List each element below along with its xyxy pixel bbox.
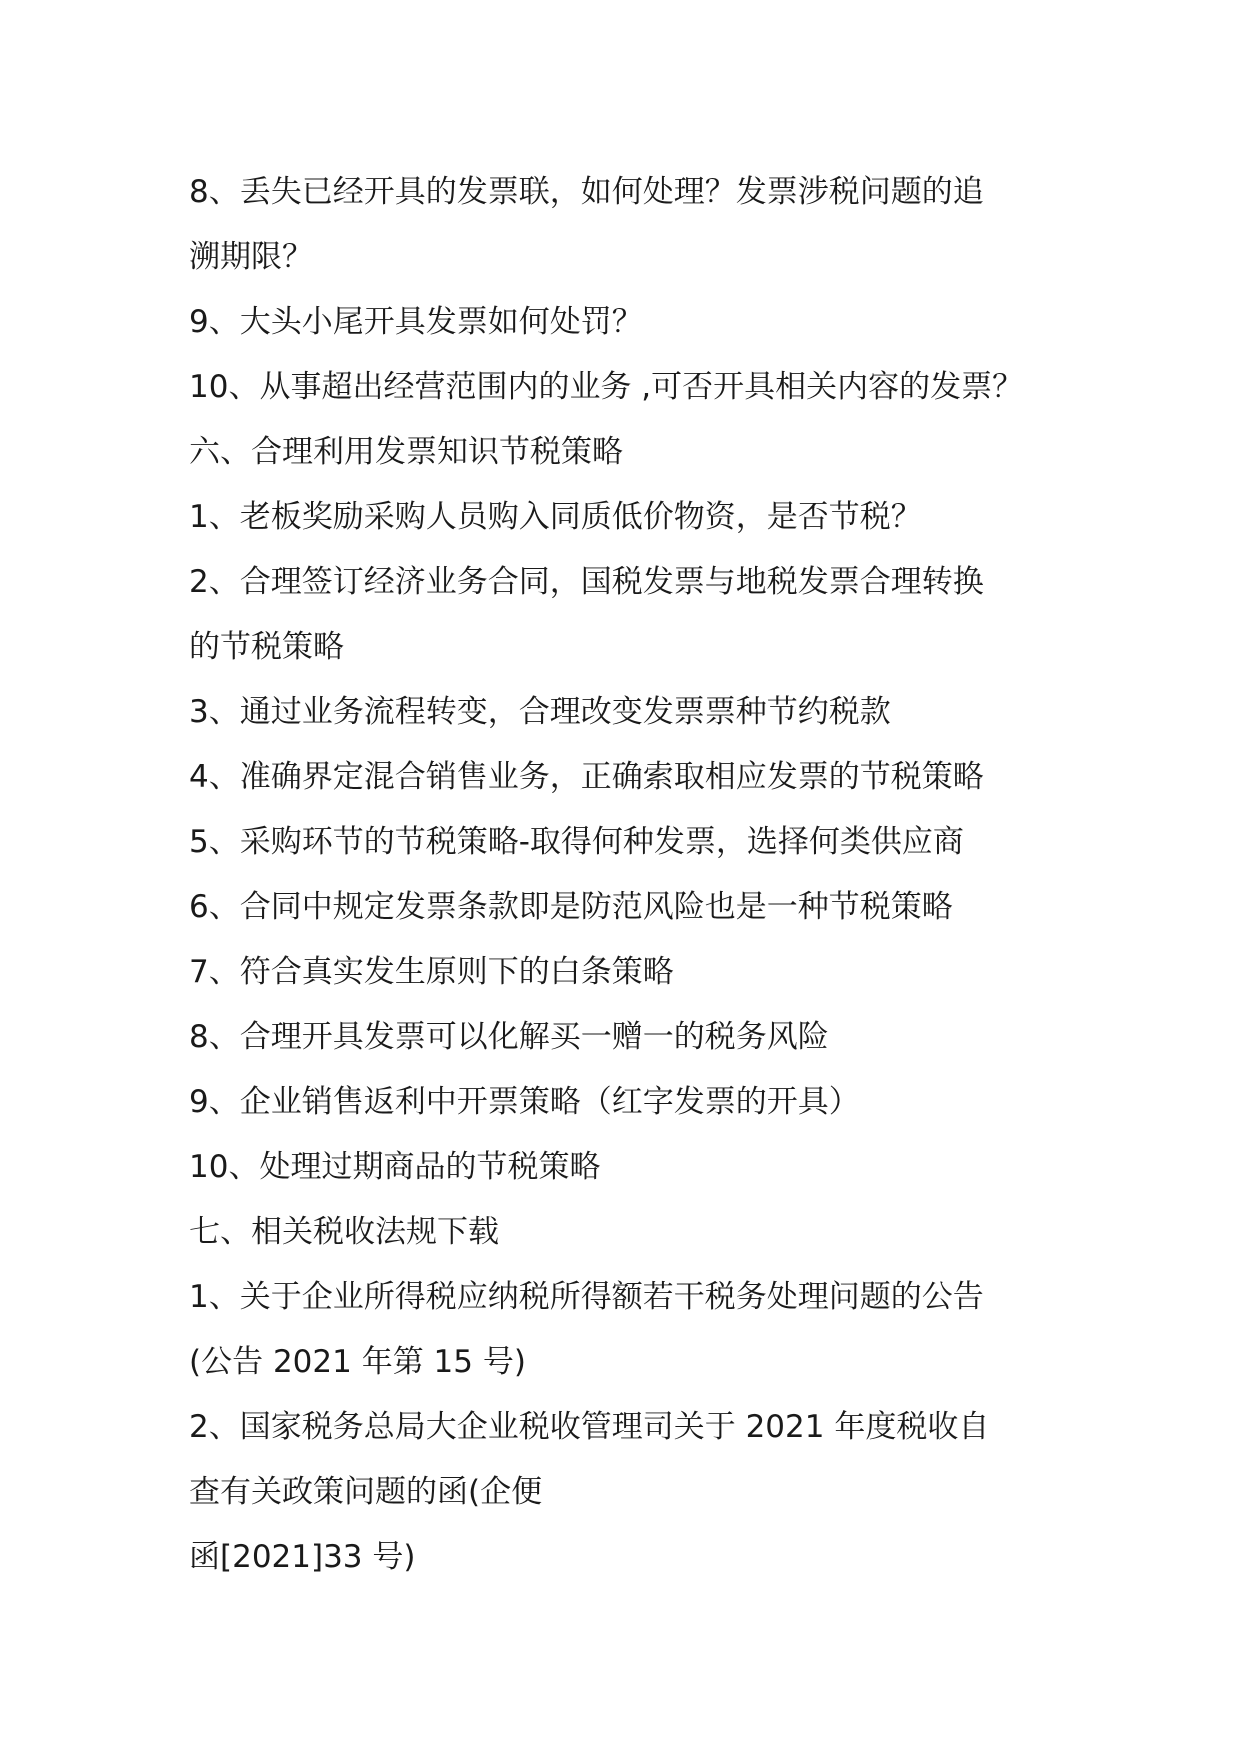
text-line: 6、合同中规定发票条款即是防范风险也是一种节税策略	[189, 889, 953, 925]
text-line: 2、国家税务总局大企业税收管理司关于 2021 年度税收自	[189, 1409, 990, 1445]
text-line: 8、丢失已经开具的发票联，如何处理？发票涉税问题的追	[189, 174, 984, 210]
text-line: 1、老板奖励采购人员购入同质低价物资，是否节税？	[189, 499, 922, 535]
text-line: 查有关政策问题的函(企便	[189, 1474, 543, 1510]
text-line: 9、大头小尾开具发票如何处罚？	[189, 304, 643, 340]
text-line: 9、企业销售返利中开票策略（红字发票的开具）	[189, 1084, 860, 1120]
document-body	[189, 160, 1069, 1590]
section-heading: 七、相关税收法规下载	[189, 1214, 499, 1250]
text-line: 溯期限？	[189, 239, 313, 275]
text-line: 4、准确界定混合销售业务，正确索取相应发票的节税策略	[189, 759, 984, 795]
text-line: 3、通过业务流程转变，合理改变发票票种节约税款	[189, 694, 891, 730]
text-line: 1、关于企业所得税应纳税所得额若干税务处理问题的公告	[189, 1279, 984, 1315]
text-line: 10、处理过期商品的节税策略	[189, 1149, 601, 1185]
text-line: 2、合理签订经济业务合同，国税发票与地税发票合理转换	[189, 564, 984, 600]
text-line: 的节税策略	[189, 629, 344, 665]
text-line: 10、从事超出经营范围内的业务 ,可否开具相关内容的发票？	[189, 369, 1024, 405]
text-line: 8、合理开具发票可以化解买一赠一的税务风险	[189, 1019, 829, 1055]
text-line: 7、符合真实发生原则下的白条策略	[189, 954, 674, 990]
section-heading: 六、合理利用发票知识节税策略	[189, 434, 623, 470]
text-line: (公告 2021 年第 15 号)	[189, 1344, 526, 1380]
text-line: 5、采购环节的节税策略-取得何种发票，选择何类供应商	[189, 824, 964, 860]
text-line: 函[2021]33 号)	[189, 1539, 416, 1575]
